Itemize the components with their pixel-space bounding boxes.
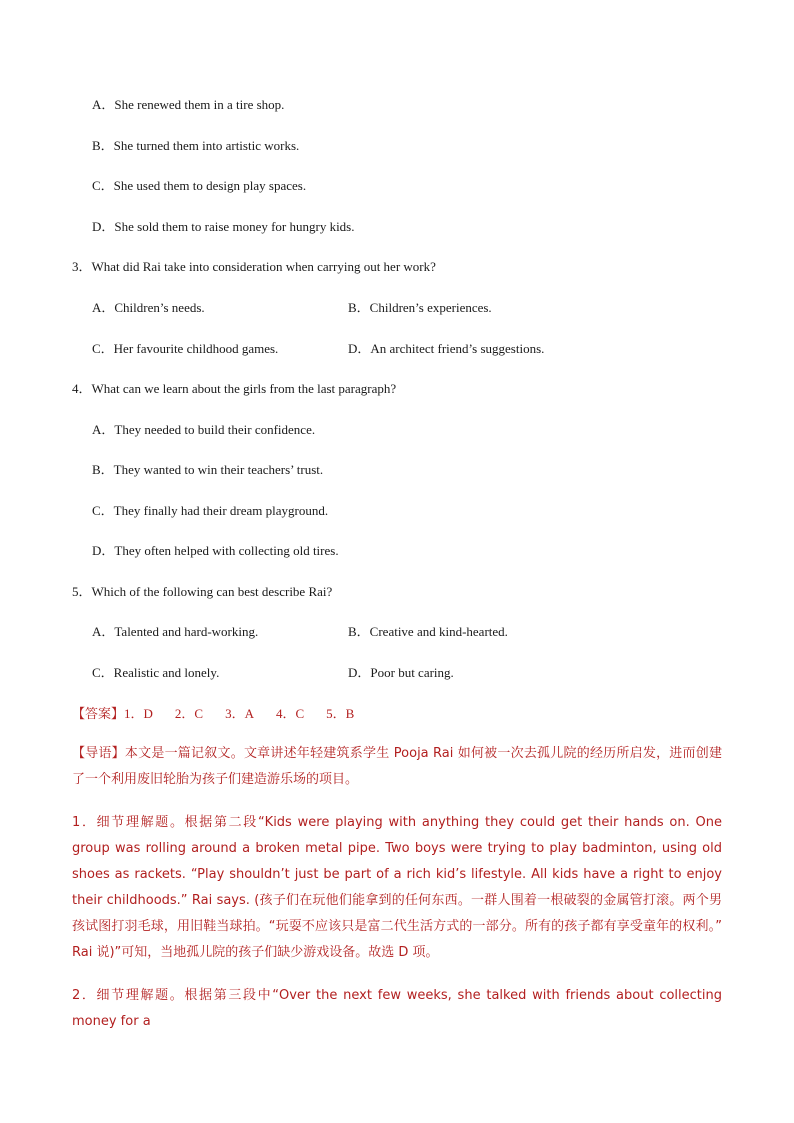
q2-option-a: A．She renewed them in a tire shop.	[92, 97, 285, 112]
q2-option-d: D．She sold them to raise money for hungry kids.	[92, 219, 355, 234]
q5-stem: 5．Which of the following can best describe Rai?	[72, 584, 333, 599]
q4-stem: 4．What can we learn about the girls from the last paragraph?	[72, 381, 397, 396]
answer-line	[72, 705, 376, 724]
q3-option-c: C．Her favourite childhood games.	[92, 341, 279, 356]
answer-item: 1．D	[124, 706, 153, 721]
q5-option-c: C．Realistic and lonely.	[92, 665, 220, 680]
q3-option-b: B．Children’s experiences.	[348, 300, 492, 315]
explanation-2: 2．细节理解题。根据第三段中“Over the next few weeks, she talked with friends about collecting money for a	[72, 988, 722, 1029]
q4-option-d: D．They often helped with collecting old tires.	[92, 543, 339, 558]
q4-option-b: B．They wanted to win their teachers’ trust.	[92, 462, 324, 477]
answer-label: 【答案】	[72, 707, 125, 722]
answer-item: 3．A	[225, 706, 254, 721]
q5-option-d: D．Poor but caring.	[348, 665, 454, 680]
q5-option-a: A．Talented and hard-working.	[92, 624, 259, 639]
q2-option-c: C．She used them to design play spaces.	[92, 178, 307, 193]
answer-item: 2．C	[174, 706, 204, 721]
guide-paragraph: 【导语】本文是一篇记叙文。文章讲述年轻建筑系学生 Pooja Rai 如何被一次去孤儿院的经历所启发，进而创建了一个利用废旧轮胎为孩子们建造游乐场的项目。	[72, 746, 722, 787]
answer-item: 4．C	[275, 706, 305, 721]
q4-option-c: C．They finally had their dream playground.	[92, 503, 329, 518]
q2-option-b: B．She turned them into artistic works.	[92, 138, 300, 153]
answer-item: 5．B	[326, 706, 355, 721]
q3-option-d: D．An architect friend’s suggestions.	[348, 341, 545, 356]
q3-option-a: A．Children’s needs.	[92, 300, 205, 315]
q3-stem: 3．What did Rai take into consideration when carrying out her work?	[72, 259, 436, 274]
q4-option-a: A．They needed to build their confidence.	[92, 422, 316, 437]
explanation-1: 1．细节理解题。根据第二段“Kids were playing with anything they could get their hands on. One group was rolling around a broken metal pipe. Two boys were trying to play badminton, using old shoes as rackets. “Play shouldn’t just be part of a rich kid’s lifestyle. All kids have a right to enjoy their childhoods.” Rai says. (孩子们在玩他们能拿到的任何东西。一群人围着一根破裂的金属管打滚。两个男孩试图打羽毛球，用旧鞋当球拍。“玩耍不应该只是富二代生活方式的一部分。所有的孩子都有享受童年的权利。” Rai 说)”可知，当地孤儿院的孩子们缺少游戏设备。故选 D 项。	[72, 815, 722, 960]
q5-option-b: B．Creative and kind-hearted.	[348, 624, 508, 639]
